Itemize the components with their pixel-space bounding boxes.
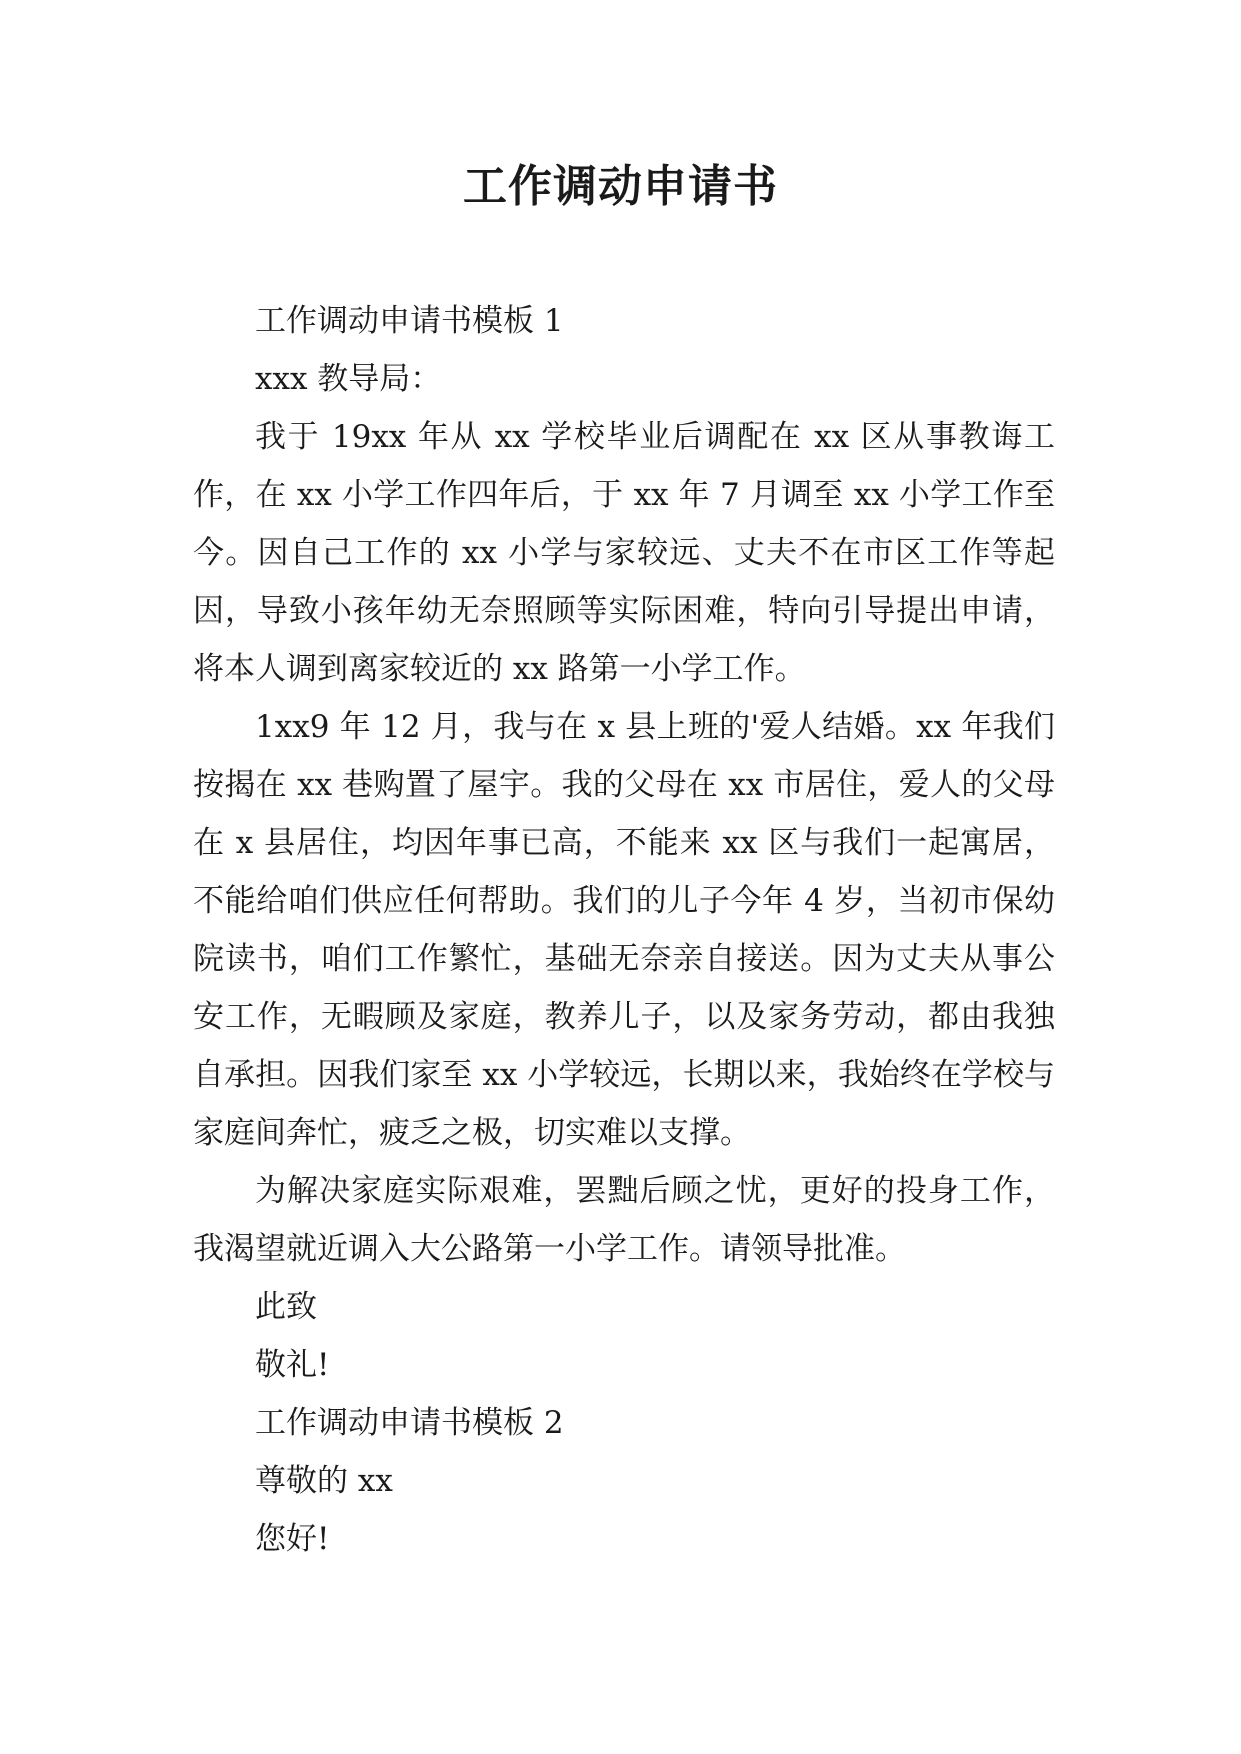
- greeting-line: 您好!: [255, 1521, 330, 1557]
- salutation-recipient: 尊敬的 xx: [255, 1463, 393, 1499]
- closing-regards: 敬礼!: [255, 1347, 330, 1383]
- salutation-recipient: xxx 教导局：: [255, 361, 442, 397]
- closing-line: 此致: [255, 1289, 317, 1325]
- document-body: [193, 292, 1055, 1568]
- body-paragraph: 1xx9 年 12 月，我与在 x 县上班的'爱人结婚。xx 年我们按揭在 xx 巷购置了屋宇。我的父母在 xx 市居住，爱人的父母在 x 县居住，均因年事已高，不能来 xx 区与我们一起寓居，不能给咱们供应任何帮助。我们的儿子今年 4 岁，当初市保幼院读书，咱们工作繁忙，基础无奈亲自接送。因为丈夫从事公安工作，无暇顾及家庭，教养儿子，以及家务劳动，都由我独自承担。因我们家至 xx 小学较远，长期以来，我始终在学校与家庭间奔忙，疲乏之极，切实难以支撑。: [193, 709, 1055, 1151]
- document-title: 工作调动申请书: [463, 161, 778, 212]
- template-heading-1: 工作调动申请书模板 1: [255, 303, 564, 339]
- body-paragraph: 为解决家庭实际艰难，罢黜后顾之忧，更好的投身工作，我渴望就近调入大公路第一小学工作。请领导批准。: [193, 1173, 1055, 1267]
- template-heading-2: 工作调动申请书模板 2: [255, 1405, 564, 1441]
- body-paragraph: 我于 19xx 年从 xx 学校毕业后调配在 xx 区从事教诲工作，在 xx 小学工作四年后，于 xx 年 7 月调至 xx 小学工作至今。因自己工作的 xx 小学与家较远、丈夫不在市区工作等起因，导致小孩年幼无奈照顾等实际困难，特向引导提出申请，将本人调到离家较近的 xx 路第一小学工作。: [193, 419, 1055, 687]
